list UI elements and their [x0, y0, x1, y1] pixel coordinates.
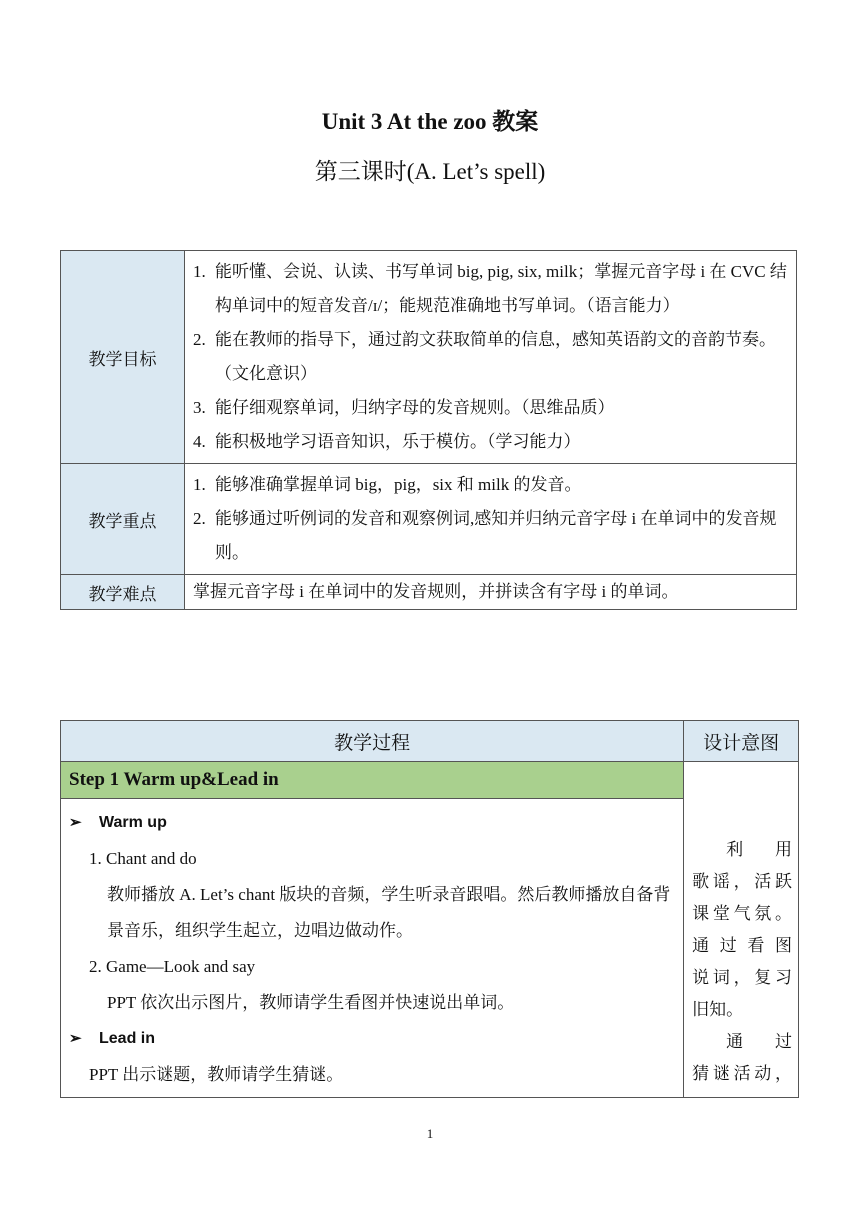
item-text: 能在教师的指导下，通过韵文获取简单的信息，感知英语韵文的音韵节奏。（文化意识） — [215, 330, 776, 383]
objective-item — [193, 255, 788, 323]
intent-line: 通 过 看 图 — [692, 936, 792, 955]
item2-title: 2. Game—Look and say — [89, 957, 256, 976]
intent-line: 课堂气氛。 — [692, 904, 792, 923]
item-text: 能够通过听例词的发音和观察例词,感知并归纳元音字母 i 在单词中的发音规则。 — [215, 509, 777, 562]
warm-up-label: Warm up — [99, 814, 167, 831]
intent-line: 利 用 — [726, 840, 792, 859]
key-points-content — [185, 464, 797, 575]
process-header-row — [61, 721, 799, 762]
item-number: 1. — [193, 262, 206, 281]
item2-desc: PPT 依次出示图片，教师请学生看图并快速说出单词。 — [107, 993, 515, 1012]
item-text: 能够准确掌握单词 big，pig，six 和 milk 的发音。 — [215, 475, 582, 494]
item-number: 4. — [193, 432, 206, 451]
difficulties-content: 掌握元音字母 i 在单词中的发音规则，并拼读含有字母 i 的单词。 — [185, 575, 797, 610]
item-number: 3. — [193, 398, 206, 417]
process-content — [61, 799, 684, 1098]
process-header: 教学过程 — [61, 721, 684, 762]
document-title: Unit 3 At the zoo 教案 — [321, 109, 539, 134]
lead-in-heading — [69, 1021, 675, 1057]
intent-line: 通 过 — [726, 1032, 792, 1051]
arrow-bullet-icon: ➢ — [69, 814, 82, 831]
item-text: 能积极地学习语音知识，乐于模仿。（学习能力） — [215, 432, 581, 451]
intent-line: 歌谣，活跃 — [692, 872, 792, 891]
goals-table — [60, 250, 797, 610]
objectives-content — [185, 251, 797, 464]
item1-desc: 教师播放 A. Let’s chant 版块的音频，学生听录音跟唱。然后教师播放自备背景音乐，组织学生起立，边唱边做动作。 — [107, 885, 671, 940]
item-number: 1. — [193, 475, 206, 494]
objectives-row — [61, 251, 797, 464]
difficulties-row — [61, 575, 797, 610]
step1-title: Step 1 Warm up&Lead in — [61, 762, 684, 799]
document-subtitle: 第三课时(A. Let’s spell) — [314, 159, 546, 184]
objective-item — [193, 391, 788, 425]
key-point-item — [193, 468, 788, 502]
lead-in-label: Lead in — [99, 1030, 156, 1047]
page-number: 1 — [426, 1126, 434, 1141]
key-point-item — [193, 502, 788, 570]
item-number: 2. — [193, 509, 206, 528]
item-text: 能仔细观察单词，归纳字母的发音规则。（思维品质） — [215, 398, 615, 417]
design-intent-content — [684, 762, 799, 1098]
item-text: 能听懂、会说、认读、书写单词 big, pig, six, milk；掌握元音字母 i 在 CVC 结构单词中的短音发音/ɪ/；能规范准确地书写单词。（语言能力） — [215, 262, 787, 315]
key-points-row — [61, 464, 797, 575]
lead-in-desc: PPT 出示谜题，教师请学生猜谜。 — [89, 1065, 344, 1084]
objective-item — [193, 323, 788, 391]
key-points-label: 教学重点 — [61, 464, 185, 575]
intent-line: 猜谜活动， — [692, 1064, 792, 1083]
intent-line: 旧知。 — [692, 1000, 744, 1019]
warm-up-heading — [69, 805, 675, 841]
arrow-bullet-icon: ➢ — [69, 1030, 82, 1047]
intent-line: 说词，复习 — [692, 968, 792, 987]
item1-title: 1. Chant and do — [89, 849, 197, 868]
intent-header: 设计意图 — [684, 721, 799, 762]
process-table — [60, 720, 799, 1098]
objectives-label: 教学目标 — [61, 251, 185, 464]
difficulties-label: 教学难点 — [61, 575, 185, 610]
step-row — [61, 762, 799, 799]
objective-item — [193, 425, 788, 459]
item-number: 2. — [193, 330, 206, 349]
